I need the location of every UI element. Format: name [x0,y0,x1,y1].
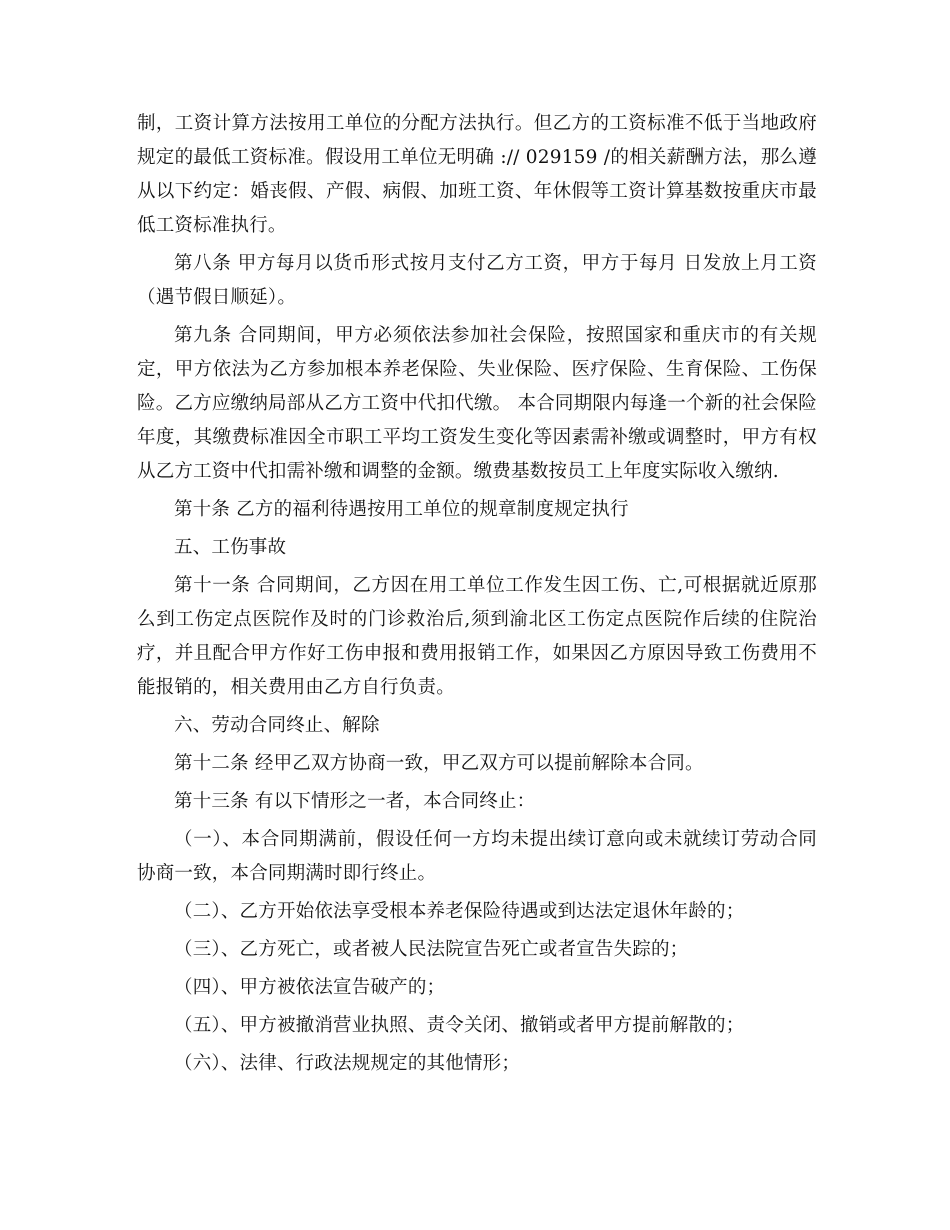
list-item-clause-5: （五）、甲方被撤消营业执照、责令关闭、撤销或者甲方提前解散的； [174,1015,745,1036]
list-item-clause-6: （六）、法律、行政法规规定的其他情形； [174,1053,521,1074]
paragraph-article-13: 第十三条 有以下情形之一者，本合同终止： [174,791,536,812]
list-item-clause-3: （三）、乙方死亡，或者被人民法院宣告死亡或者宣告失踪的； [174,939,689,960]
document-body [137,107,817,1085]
paragraph-article-10: 第十条 乙方的福利待遇按用工单位的规章制度规定执行 [174,499,629,520]
paragraph-wage-calculation: 制，工资计算方法按用工单位的分配方法执行。但乙方的工资标准不低于当地政府规定的最低工资标准。假设用工单位无明确 :// 029159 /的相关薪酬方法，那么遵从以下约定：婚丧假、产假、病假、加班工资、年休假等工资计算基数按重庆市最低工资标准执行。 [137,113,817,236]
list-item-clause-2: （二）、乙方开始依法享受根本养老保险待遇或到达法定退休年龄的； [174,901,745,922]
paragraph-article-9: 第九条 合同期间，甲方必须依法参加社会保险，按照国家和重庆市的有关规定，甲方依法为乙方参加根本养老保险、失业保险、医疗保险、生育保险、工伤保险。乙方应缴纳局部从乙方工资中代扣代缴。 本合同期限内每逢一个新的社会保险年度，其缴费标准因全市职工平均工资发生变化等因素需补缴或调整时，甲方有权从乙方工资中代扣需补缴和调整的金额。缴费基数按员工上年度实际收入缴纳. [137,325,817,482]
section-heading-work-injury: 五、工伤事故 [174,537,287,558]
paragraph-article-12: 第十二条 经甲乙双方协商一致，甲乙双方可以提前解除本合同。 [174,753,704,774]
list-item-clause-1: （一）、本合同期满前，假设任何一方均未提出续订意向或未就续订劳动合同协商一致，本合同期满时即行终止。 [137,829,817,884]
paragraph-article-8: 第八条 甲方每月以货币形式按月支付乙方工资，甲方于每月 日发放上月工资（遇节假日顺延）。 [137,253,817,308]
list-item-clause-4: （四）、甲方被依法宣告破产的； [174,977,446,998]
section-heading-termination: 六、劳动合同终止、解除 [174,715,380,736]
paragraph-article-11: 第十一条 合同期间，乙方因在用工单位工作发生因工伤、亡,可根据就近原那么到工伤定点医院作及时的门诊救治后,须到渝北区工伤定点医院作后续的住院治疗，并且配合甲方作好工伤申报和费用报销工作，如果因乙方原因导致工伤费用不能报销的，相关费用由乙方自行负责。 [137,575,817,698]
